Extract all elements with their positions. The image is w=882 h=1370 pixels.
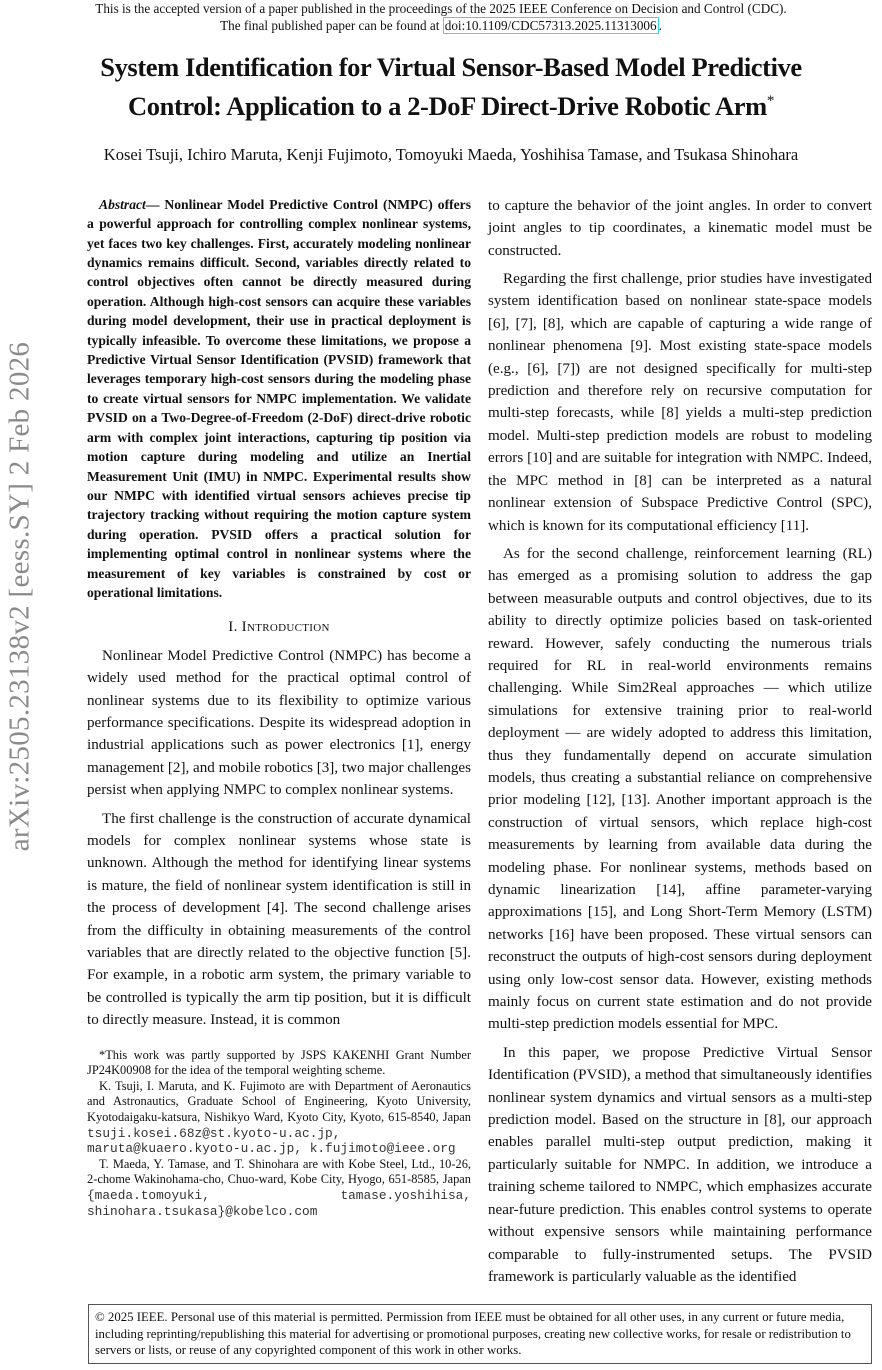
paragraph: to capture the behavior of the joint angles. In order to convert joint angles to tip coordinates, a kinematic model must be constructed. <box>488 197 872 259</box>
paragraph: Regarding the first challenge, prior studies have investigated system identification based on nonlinear state-space models [6], [7], [8], which are capable of capturing a wide range of nonlinear phenomena [9]. Most existing state-space models (e.g., [6], [7]) are not designed specifically for multi-step prediction and therefore rely on recursive computation for multi-step forecasts, while [8] yields a multi-step prediction model. Multi-step prediction models are robust to modeling errors [10] and are suitable for integration with NMPC. Indeed, the MPC method in [8] can be interpreted as a natural nonlinear extension of Subspace Predictive Control (SPC), which is known for its computational efficiency [11]. <box>488 271 872 534</box>
author-list: Kosei Tsuji, Ichiro Maruta, Kenji Fujimoto, Tomoyuki Maeda, Yoshihisa Tamase, and Tsukasa Shinohara <box>103 144 799 164</box>
abstract <box>87 195 471 603</box>
section-heading-introduction: I. Introduction <box>228 619 330 636</box>
title-text: System Identification for Virtual Sensor-Based Model Predictive Control: Application to a 2-DoF Direct-Drive Robotic Arm <box>100 52 802 121</box>
footnotes <box>87 1048 471 1220</box>
copyright-notice: © 2025 IEEE. Personal use of this material is permitted. Permission from IEEE must be obtained for all other uses, in any current or future media, including reprinting/republishing this material for advertising or promotional purposes, creating new collective works, for resale or redistribution to servers or lists, or reuse of any copyrighted component of this work in other works. <box>88 1304 872 1363</box>
paragraph: Nonlinear Model Predictive Control (NMPC) has become a widely used method for the practical optimal control of nonlinear systems due to its flexibility to optimize various performance specifications. Despite its widespread adoption in industrial applications such as power electronics [1], energy management [2], and mobile robotics [3], two major challenges persist when applying NMPC to complex nonlinear systems. <box>87 647 471 799</box>
affiliation-text: K. Tsuji, I. Maruta, and K. Fujimoto are with Department of Aeronautics and Astronautics, Graduate School of Engineering, Kyoto University, Kyotodaigaku-katsura, Nishikyo Ward, Kyoto City, Kyoto, 615-8540, Japan <box>87 1078 471 1125</box>
paragraph: In this paper, we propose Predictive Virtual Sensor Identification (PVSID), a method that simultaneously identifies nonlinear system dynamics and virtual sensors as a multi-step prediction model. Based on the structure in [8], our approach enables parallel multi-step output prediction, making it particularly suitable for NMPC. In addition, we introduce a training scheme tailored to NMPC, which emphasizes accurate near-future prediction. This enables control systems to operate without expensive sensors while maintaining performance comparable to fully-instrumented setups. The PVSID framework is particularly valuable as the identified <box>488 1044 872 1285</box>
title-footnote-mark: * <box>766 93 774 109</box>
email-addresses: {maeda.tomoyuki, tamase.yoshihisa, shinohara.tsukasa}@kobelco.com <box>87 1188 471 1219</box>
notice-suffix: . <box>658 18 662 33</box>
paragraph: As for the second challenge, reinforcement learning (RL) has emerged as a promising solution to address the gap between measurable outputs and control objectives, due to its ability to directly optimize policies based on task-oriented reward. However, safely conducting the numerous trials required for RL in real-world environments remains challenging. While Sim2Real approaches — which utilize simulations for extensive training prior to real-world deployment — are widely adopted to address this limitation, thus they fundamentally depend on accurate simulation models, thus creating a substantial reliance on comprehensive prior modeling [12], [13]. Another important approach is the construction of virtual sensors, which replace high-cost measurements by learning from available data during the modeling phase. For nonlinear systems, methods based on dynamic linearization [14], affine parameter-varying approximations [15], and Long Short-Term Memory (LSTM) networks [16] have been proposed. These virtual sensors can reconstruct the outputs of high-cost sensors during deployment using only low-cost sensor data. However, existing methods mainly focus on current state estimation and do not provide multi-step prediction models essential for MPC. <box>488 545 872 1033</box>
arxiv-identifier: arXiv:2505.23138v2 [eess.SY] 2 Feb 2026 <box>3 341 36 852</box>
notice-prefix: The final published paper can be found at <box>220 18 443 33</box>
affiliation-footnote-2 <box>87 1157 471 1219</box>
doi-link[interactable]: doi:10.1109/CDC57313.2025.11313006 <box>444 18 657 33</box>
email-addresses: tsuji.kosei.68z@st.kyoto-u.ac.jp, maruta@kuaero.kyoto-u.ac.jp, k.fujimoto@ieee.org <box>87 1125 456 1157</box>
left-column <box>87 195 471 1219</box>
affiliation-text: T. Maeda, Y. Tamase, and T. Shinohara are with Kobe Steel, Ltd., 10-26, 2-chome Wakinohama-cho, Chuo-ward, Kobe City, Hyogo, 651-8585, Japan <box>87 1156 471 1187</box>
abstract-label: Abstract <box>99 196 146 212</box>
affiliation-footnote-1 <box>87 1079 471 1157</box>
body-columns <box>87 195 872 1295</box>
funding-footnote: *This work was partly supported by JSPS KAKENHI Grant Number JP24K00908 for the idea of the temporal weighting scheme. <box>87 1047 471 1078</box>
notice-line-1: This is the accepted version of a paper published in the proceedings of the 2025 IEEE Conference on Decision and Control (CDC). <box>95 1 787 16</box>
abstract-text: — Nonlinear Model Predictive Control (NMPC) offers a powerful approach for controlling complex nonlinear systems, yet faces two key challenges. First, accurately modeling nonlinear dynamics remains difficult. Second, variables directly related to control objectives often cannot be directly measured during operation. Although high-cost sensors can acquire these variables during model development, their use in practical deployment is typically infeasible. To overcome these limitations, we propose a Predictive Virtual Sensor Identification (PVSID) framework that leverages temporary high-cost sensors during the modeling phase to create virtual sensors for NMPC implementation. We validate PVSID on a Two-Degree-of-Freedom (2-DoF) direct-drive robotic arm with complex joint interactions, capturing tip position via motion capture during modeling and utilize an Inertial Measurement Unit (IMU) in NMPC. Experimental results show our NMPC with identified virtual sensors achieves precise tip trajectory tracking without requiring the motion capture system during operation. PVSID offers a practical solution for implementing optimal control in nonlinear systems where the measurement of key variables is constrained by cost or operational limitations. <box>87 196 471 600</box>
right-column <box>488 195 872 1295</box>
paper-title <box>31 50 851 123</box>
paragraph: The first challenge is the construction of accurate dynamical models for complex nonlinear systems whose state is unknown. Although the method for identifying linear systems is mature, the field of nonlinear system identification is still in the process of development [4]. The second challenge arises from the difficulty in obtaining measurements of the control variables that are directly related to the objective function [5]. For example, in a robotic arm system, the primary variable to be controlled is typically the arm tip position, but it is difficult to directly measure. Instead, it is common <box>87 810 471 1029</box>
publication-notice <box>0 0 882 34</box>
notice-line-2 <box>0 17 882 34</box>
